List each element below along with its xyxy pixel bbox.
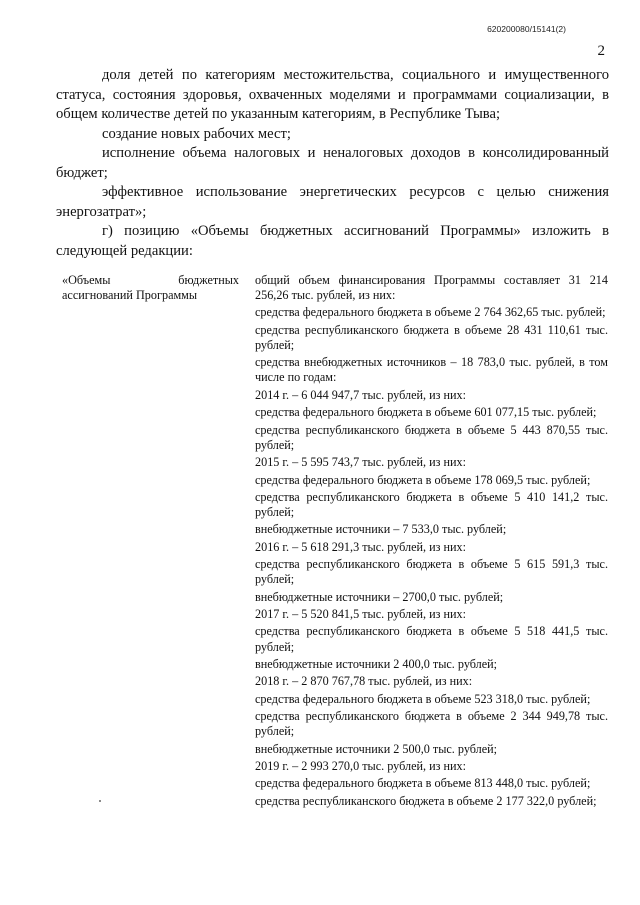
financing-entry: внебюджетные источники – 7 533,0 тыс. рублей; bbox=[255, 522, 507, 537]
document-registration-number: 620200080/15141(2) bbox=[487, 24, 566, 34]
financing-entry: средства федерального бюджета в объеме 178 069,5 тыс. рублей; bbox=[255, 472, 591, 487]
financing-entry: средства федерального бюджета в объеме 523 318,0 тыс. рублей; bbox=[255, 691, 591, 706]
financing-entry: средства федерального бюджета в объеме 813 448,0 тыс. рублей; bbox=[255, 776, 591, 791]
financing-entry: 2017 г. – 5 520 841,5 тыс. рублей, из них: bbox=[255, 607, 467, 622]
financing-entry: средства внебюджетных источников – 18 783,0 тыс. рублей, в том числе по годам: bbox=[255, 355, 608, 385]
financing-entry: средства республиканского бюджета в объеме 2 177 322,0 рублей; bbox=[255, 793, 597, 808]
financing-entry: внебюджетные источники – 2700,0 тыс. рублей; bbox=[255, 589, 504, 604]
financing-entry: средства республиканского бюджета в объеме 5 518 441,5 тыс. рублей; bbox=[255, 624, 608, 654]
financing-entry: 2016 г. – 5 618 291,3 тыс. рублей, из них: bbox=[255, 539, 467, 554]
financing-entry: 2014 г. – 6 044 947,7 тыс. рублей, из них: bbox=[255, 387, 467, 402]
document-body bbox=[56, 66, 609, 261]
financing-entry: 2018 г. – 2 870 767,78 тыс. рублей, из них: bbox=[255, 674, 473, 689]
financing-entry: средства республиканского бюджета в объеме 5 443 870,55 тыс. рублей; bbox=[255, 422, 608, 452]
financing-entry: средства республиканского бюджета в объеме 2 344 949,78 тыс. рублей; bbox=[255, 709, 608, 739]
financing-entry: средства республиканского бюджета в объеме 28 431 110,61 тыс. рублей; bbox=[255, 322, 608, 352]
body-paragraph: доля детей по категориям местожительства, социального и имущественного статуса, состояния здоровья, охваченных моделями и программами социализации, в общем количестве детей по указанным категориям, в Республике Тыва; bbox=[56, 67, 609, 122]
body-paragraph: г) позицию «Объемы бюджетных ассигнований Программы» изложить в следующей редакции: bbox=[56, 223, 609, 259]
budget-allocation-table bbox=[62, 273, 608, 811]
financing-entry: 2015 г. – 5 595 743,7 тыс. рублей, из них: bbox=[255, 455, 467, 470]
body-paragraph: исполнение объема налоговых и неналоговых доходов в консолидированный бюджет; bbox=[56, 145, 609, 181]
financing-entry: общий объем финансирования Программы составляет 31 214 256,26 тыс. рублей, из них: bbox=[255, 273, 608, 303]
financing-entry: средства федерального бюджета в объеме 601 077,15 тыс. рублей; bbox=[255, 405, 597, 420]
table-value-cell bbox=[255, 273, 608, 811]
body-paragraph: создание новых рабочих мест; bbox=[102, 125, 291, 142]
financing-entry: средства федерального бюджета в объеме 2 764 362,65 тыс. рублей; bbox=[255, 305, 606, 320]
financing-entry: внебюджетные источники 2 400,0 тыс. рублей; bbox=[255, 656, 498, 671]
financing-entry: средства республиканского бюджета в объеме 5 410 141,2 тыс. рублей; bbox=[255, 489, 608, 519]
page-number: 2 bbox=[597, 43, 605, 59]
financing-entry: средства республиканского бюджета в объеме 5 615 591,3 тыс. рублей; bbox=[255, 557, 608, 587]
table-label-cell: «Объемы бюджетных ассигнований Программы bbox=[62, 273, 239, 303]
financing-entry: внебюджетные источники 2 500,0 тыс. рублей; bbox=[255, 741, 498, 756]
financing-entry: 2019 г. – 2 993 270,0 тыс. рублей, из них: bbox=[255, 758, 467, 773]
scan-speck bbox=[99, 800, 101, 802]
body-paragraph: эффективное использование энергетических ресурсов с целью снижения энергозатрат»; bbox=[56, 184, 609, 220]
